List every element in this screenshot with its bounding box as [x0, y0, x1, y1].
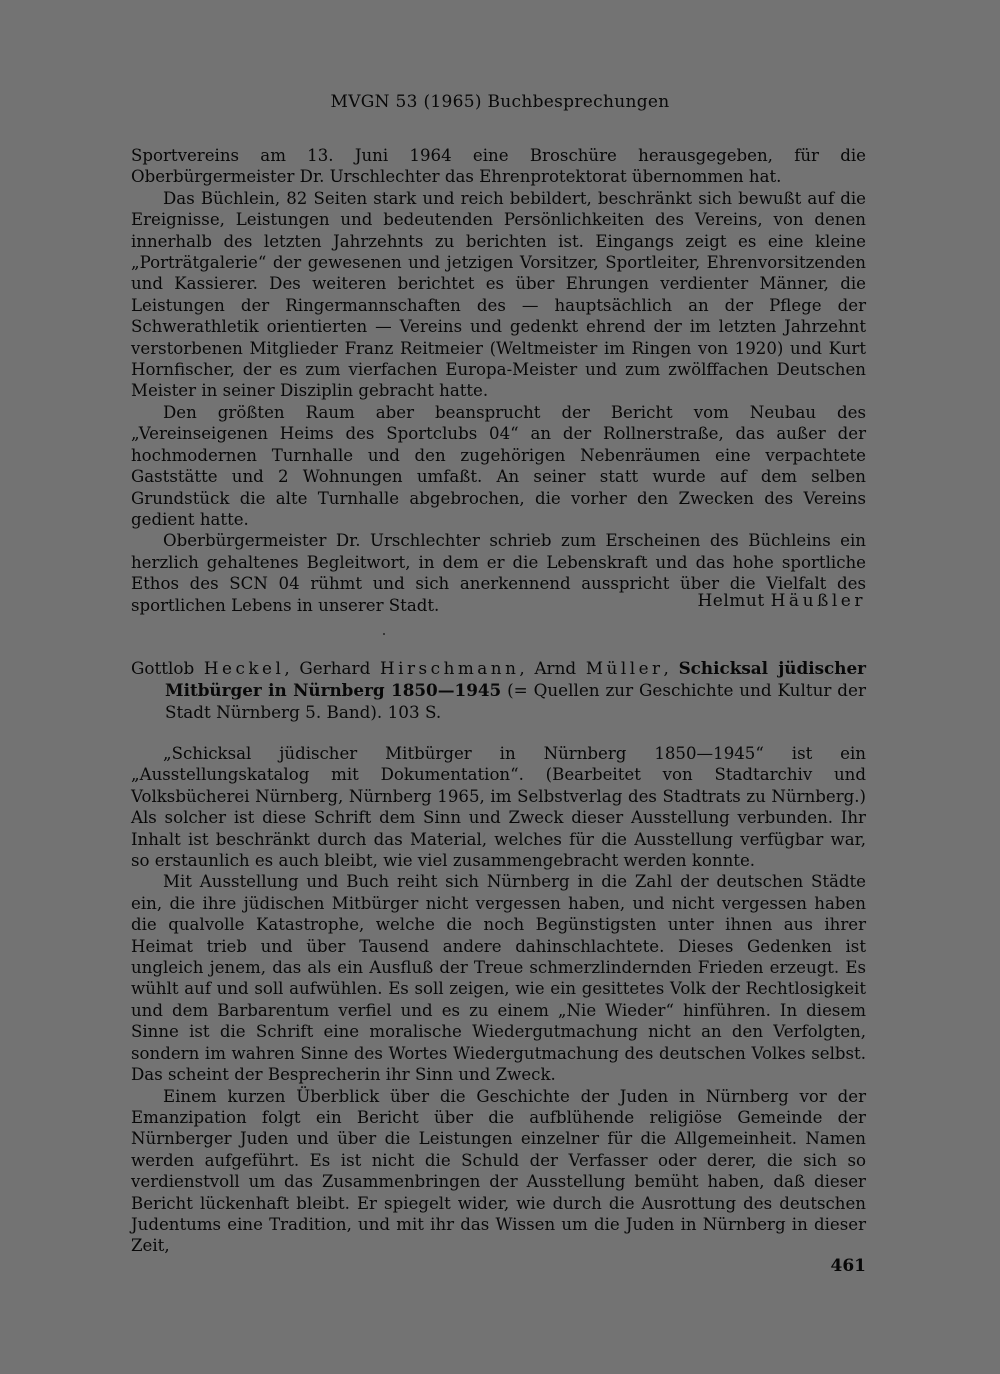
review-1-paragraph: Sportvereins am 13. Juni 1964 eine Broschüre herausgegeben, für die Oberbürgermeister Dr. Urschlechter das Ehrenprotektorat übernommen hat. [131, 146, 866, 187]
author-1-first: Gottlob [131, 658, 195, 678]
author-2-first: Gerhard [299, 658, 371, 678]
review-1-paragraph: Das Büchlein, 82 Seiten stark und reich bebildert, beschränkt sich bewußt auf die Ereignisse, Leistungen und bedeutenden Persönlichkeiten des Vereins, von denen innerhalb des letzten Jahrzehnts zu berichten ist. Eingangs zeigt es eine kleine „Porträtgalerie“ der gewesenen und jetzigen Vorsitzer, Sportleiter, Ehrenvorsitzenden und Kassierer. Des weiteren berichtet es über Ehrungen verdienter Männer, die Leistungen der Ringermannschaften des — hauptsächlich an der Pflege der Schwerathletik orientierten — Vereins und gedenkt ehrend der im letzten Jahrzehnt verstorbenen Mitglieder Franz Reitmeier (Weltmeister im Ringen von 1920) und Kurt Hornfischer, der es zum vierfachen Europa-Meister und zum zwölffachen Deutschen Meister in seiner Disziplin gebracht hatte. [131, 188, 866, 401]
review-2-body [131, 743, 866, 1257]
running-header: MVGN 53 (1965) Buchbesprechungen [330, 92, 670, 112]
review-1-paragraph: Oberbürgermeister Dr. Urschlechter schrieb zum Erscheinen des Büchleins ein herzlich gehaltenes Begleitwort, in dem er die Lebenskraft und das hohe sportliche Ethos des SCN 04 rühmt und sich anerkennend ausspricht über die Vielfalt des sportlichen Lebens in unserer Stadt. [131, 531, 866, 615]
review-2-paragraph: „Schicksal jüdischer Mitbürger in Nürnberg 1850—1945“ ist ein „Ausstellungskatalog mit Dokumentation“. (Bearbeitet von Stadtarchiv und Volksbücherei Nürnberg, Nürnberg 1965, im Selbstverlag des Stadtrats zu Nürnberg.) Als solcher ist diese Schrift dem Sinn und Zweck dieser Ausstellung verbunden. Ihr Inhalt ist beschränkt durch das Material, welches für die Ausstellung verfügbar war, so erstaunlich es auch bleibt, wie viel zusammengebracht werden konnte. [131, 744, 866, 871]
review-1-body [131, 145, 866, 616]
stray-mark [383, 633, 385, 635]
page-number: 461 [830, 1256, 866, 1276]
author-2-last: Hirschmann [380, 658, 520, 678]
book-details: (= Quellen zur Geschichte und Kultur der Stadt Nürnberg 5. Band). 103 S. [165, 680, 867, 722]
review-2-bibliography: Gottlob Heckel, Gerhard Hirschmann, Arnd Müller, Schicksal jüdischer Mitbürger in Nürnberg 1850—1945 (= Quellen zur Geschichte und Kultur der Stadt Nürnberg 5. Band). 103 S. [131, 658, 867, 722]
author-3-last: Müller [585, 658, 664, 678]
review-2-paragraph: Einem kurzen Überblick über die Geschichte der Juden in Nürnberg vor der Emanzipation folgt ein Bericht über die aufblühende religiöse Gemeinde der Nürnberger Juden und über die Leistungen einzelner für die Allgemeinheit. Namen werden aufgeführt. Es ist nicht die Schuld der Verfasser oder derer, die sich so verdienstvoll um das Zusammenbringen der Ausstellung bemüht haben, daß dieser Bericht lückenhaft bleibt. Er spiegelt wider, wie durch die Ausrottung des deutschen Judentums eine Tradition, und mit ihr das Wissen um die Juden in Nürnberg in dieser Zeit, [131, 1086, 866, 1256]
review-2-paragraph: Mit Ausstellung und Buch reiht sich Nürnberg in die Zahl der deutschen Städte ein, die ihre jüdischen Mitbürger nicht vergessen haben, und nicht vergessen haben die qualvolle Katastrophe, welche die noch Begünstigsten unter ihnen aus ihrer Heimat trieb und über Tausend andere dahinschlachtete. Dieses Gedenken ist ungleich jenem, das als ein Ausfluß der Treue schmerzlindernden Frieden erzeugt. Es wühlt auf und soll aufwühlen. Es soll zeigen, wie ein gesittetes Volk der Rechtlosigkeit und dem Barbarentum verfiel und es zu einem „Nie Wieder“ hinführen. In diesem Sinne ist die Schrift eine moralische Wiedergutmachung nicht an den Verfolgten, sondern im wahren Sinne des Wortes Wiedergutmachung des deutschen Volkes selbst. Das scheint der Besprecherin ihr Sinn und Zweck. [131, 872, 866, 1085]
review-1-signature [697, 591, 866, 611]
author-3-first: Arnd [534, 658, 577, 678]
author-1-last: Heckel [203, 658, 285, 678]
signature-first-name: Helmut [697, 591, 765, 611]
book-title: Schicksal jüdischer Mitbürger in Nürnberg 1850—1945 [165, 658, 866, 700]
review-1-paragraph: Den größten Raum aber beansprucht der Bericht vom Neubau des „Vereinseigenen Heims des Sportclubs 04“ an der Rollnerstraße, das außer der hochmodernen Turnhalle und den zugehörigen Nebenräumen eine verpachtete Gaststätte und 2 Wohnungen umfaßt. An seiner statt wurde auf dem selben Grundstück die alte Turnhalle abgebrochen, die vorher den Zwecken des Vereins gedient hatte. [131, 402, 866, 529]
signature-last-name: Häußler [770, 591, 866, 611]
